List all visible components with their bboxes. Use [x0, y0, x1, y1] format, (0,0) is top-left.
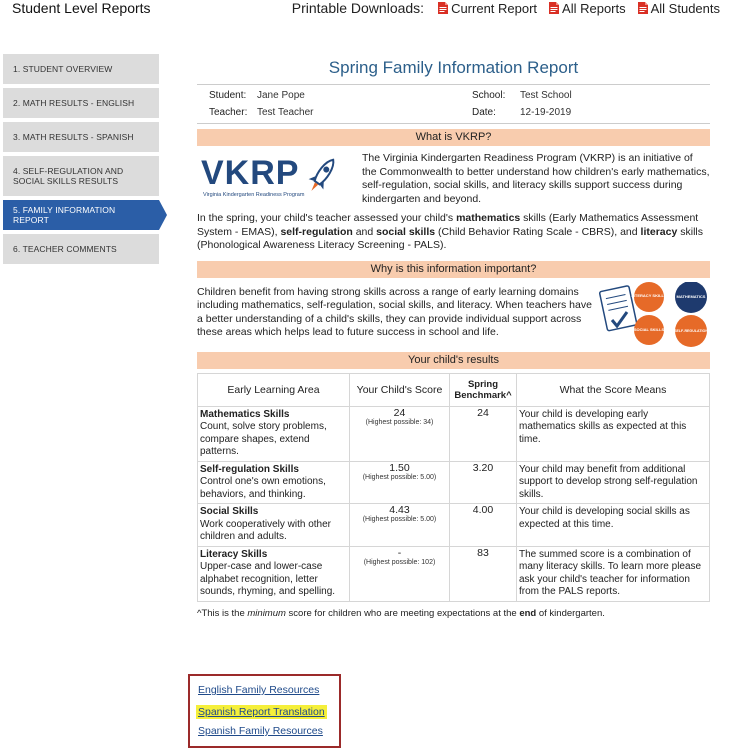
benchmark-value: 24	[450, 406, 517, 461]
results-table	[197, 373, 710, 602]
current-report-download[interactable]	[438, 1, 537, 16]
sidebar-nav	[3, 54, 159, 268]
highest-possible: (Highest possible: 5.00)	[362, 516, 437, 523]
graphic-label-social: SOCIAL SKILLS	[633, 326, 665, 332]
english-family-resources-link[interactable]: English Family Resources	[198, 684, 320, 696]
student-info	[197, 84, 710, 124]
graphic-label-mathematics: MATHEMATICS	[676, 293, 706, 299]
sidebar-item-label: 5. FAMILY INFORMATION REPORT	[13, 205, 116, 225]
report-title: Spring Family Information Report	[328, 58, 579, 77]
highest-possible: (Highest possible: 34)	[365, 418, 434, 426]
sidebar-item-math-spanish[interactable]	[3, 122, 159, 152]
why-important-text: Children benefit from having strong skills across a range of early learning domains including mathematics, self-regulation, social skills, and literacy. When teachers have a better understanding of a child's skills, they can provide individual support across these areas which helps lead to future success in school and life.	[197, 285, 592, 338]
benchmark-footnote: ^This is the minimum score for children who are meeting expectations at the end of kindergarten.	[197, 607, 605, 619]
sidebar-item-family-report[interactable]	[3, 200, 159, 230]
spanish-report-translation-link[interactable]: Spanish Report Translation	[198, 706, 325, 718]
child-score: -	[397, 546, 402, 559]
vkrp-logo-subtitle: Virginia Kindergarten Readiness Program	[203, 192, 305, 198]
area-title: Self-regulation Skills	[200, 463, 299, 475]
all-reports-download[interactable]	[549, 1, 626, 16]
school-name: Test School	[520, 90, 572, 101]
area-description: Control one's own emotions, behaviors, and thinking.	[200, 476, 326, 500]
all-students-download[interactable]	[638, 1, 720, 16]
school-label: School:	[472, 90, 506, 101]
child-score: 4.43	[389, 504, 410, 516]
sidebar-item-self-regulation[interactable]	[3, 156, 159, 196]
section-heading-what-is-vkrp: What is VKRP?	[197, 129, 710, 146]
highest-possible: (Highest possible: 5.00)	[362, 473, 437, 481]
score-meaning: Your child may benefit from additional support to develop strong self-regulation skills.	[517, 461, 710, 504]
column-header: Early Learning Area	[198, 373, 350, 406]
column-header: What the Score Means	[517, 373, 710, 406]
sidebar-item-label: 4. SELF-REGULATION AND SOCIAL SKILLS RESULTS	[13, 166, 124, 186]
area-description: Count, solve story problems, compare shapes, extend patterns.	[200, 421, 327, 457]
section-heading-why-important: Why is this information important?	[197, 261, 710, 278]
sidebar-item-teacher-comments[interactable]	[3, 234, 159, 264]
sidebar-item-label: 1. STUDENT OVERVIEW	[13, 64, 113, 74]
sidebar-item-math-english[interactable]	[3, 88, 159, 118]
all-students-label: All Students	[650, 0, 720, 16]
report-date: 12-19-2019	[520, 107, 572, 118]
area-title: Mathematics Skills	[200, 408, 290, 420]
graphic-label-self-regulation: SELF-REGULATION	[674, 328, 708, 333]
sidebar-item-student-overview[interactable]	[3, 54, 159, 84]
graphic-label-literacy: LITERACY SKILLS	[631, 292, 667, 298]
column-header: Spring Benchmark^	[450, 373, 517, 406]
vkrp-logo-letters: VKRP	[201, 154, 300, 192]
sidebar-item-label: 3. MATH RESULTS - SPANISH	[13, 132, 134, 142]
page-title: Student Level Reports	[12, 0, 151, 16]
score-meaning: The summed score is a combination of many literacy skills. To learn more please ask your child's teacher for information from the PALS reports.	[517, 546, 710, 601]
child-score: 1.50	[389, 461, 410, 474]
date-label: Date:	[472, 107, 496, 118]
table-row	[198, 504, 710, 547]
teacher-name: Test Teacher	[257, 107, 314, 118]
spring-assessment-text: In the spring, your child's teacher assessed your child's mathematics skills (Early Mathematics Assessment System - EMAS), self-regulation and social skills (Child Behavior Rating Scale - CBRS), and literacy skills (Phonological Awareness Literacy Screening - PALS).	[197, 212, 703, 251]
vkrp-description: The Virginia Kindergarten Readiness Program (VKRP) is an initiative of the Commonwealth to better understand how children's early mathematics, self-regulation, social skills, and literacy skills support success during kindergarten and beyond.	[362, 152, 710, 205]
child-score: 24	[393, 406, 406, 419]
pdf-icon	[438, 2, 448, 14]
current-report-label: Current Report	[451, 0, 538, 16]
highest-possible: (Highest possible: 102)	[363, 558, 436, 566]
all-reports-label: All Reports	[562, 0, 626, 16]
score-meaning: Your child is developing early mathematics skills as expected at this time.	[517, 406, 710, 461]
downloads-label: Printable Downloads:	[291, 0, 425, 16]
column-header: Your Child's Score	[350, 373, 450, 406]
spanish-family-resources-link[interactable]: Spanish Family Resources	[198, 725, 323, 737]
area-description: Upper-case and lower-case alphabet recognition, letter sounds, rhyming, and spelling.	[200, 561, 336, 597]
printable-downloads	[292, 0, 720, 16]
benchmark-value: 3.20	[450, 461, 517, 504]
area-title: Literacy Skills	[200, 548, 268, 560]
benchmark-value: 83	[450, 546, 517, 601]
benchmark-value: 4.00	[450, 504, 517, 547]
section-heading-results: Your child's results	[197, 352, 710, 369]
table-row	[198, 546, 710, 601]
score-meaning: Your child is developing social skills as expected at this time.	[517, 504, 710, 547]
resources-box	[188, 674, 341, 748]
sidebar-item-label: 6. TEACHER COMMENTS	[13, 244, 117, 254]
table-row	[198, 461, 710, 504]
table-row	[198, 406, 710, 461]
pdf-icon	[549, 2, 559, 14]
skills-graphic	[598, 282, 710, 348]
teacher-label: Teacher:	[209, 107, 248, 118]
family-report	[197, 58, 710, 619]
area-title: Social Skills	[200, 506, 259, 517]
area-description: Work cooperatively with other children and adults.	[200, 518, 331, 542]
sidebar-item-label: 2. MATH RESULTS - ENGLISH	[13, 98, 135, 108]
student-label: Student:	[209, 90, 247, 101]
pdf-icon	[638, 2, 648, 14]
vkrp-logo	[197, 150, 362, 202]
student-name: Jane Pope	[257, 90, 305, 101]
